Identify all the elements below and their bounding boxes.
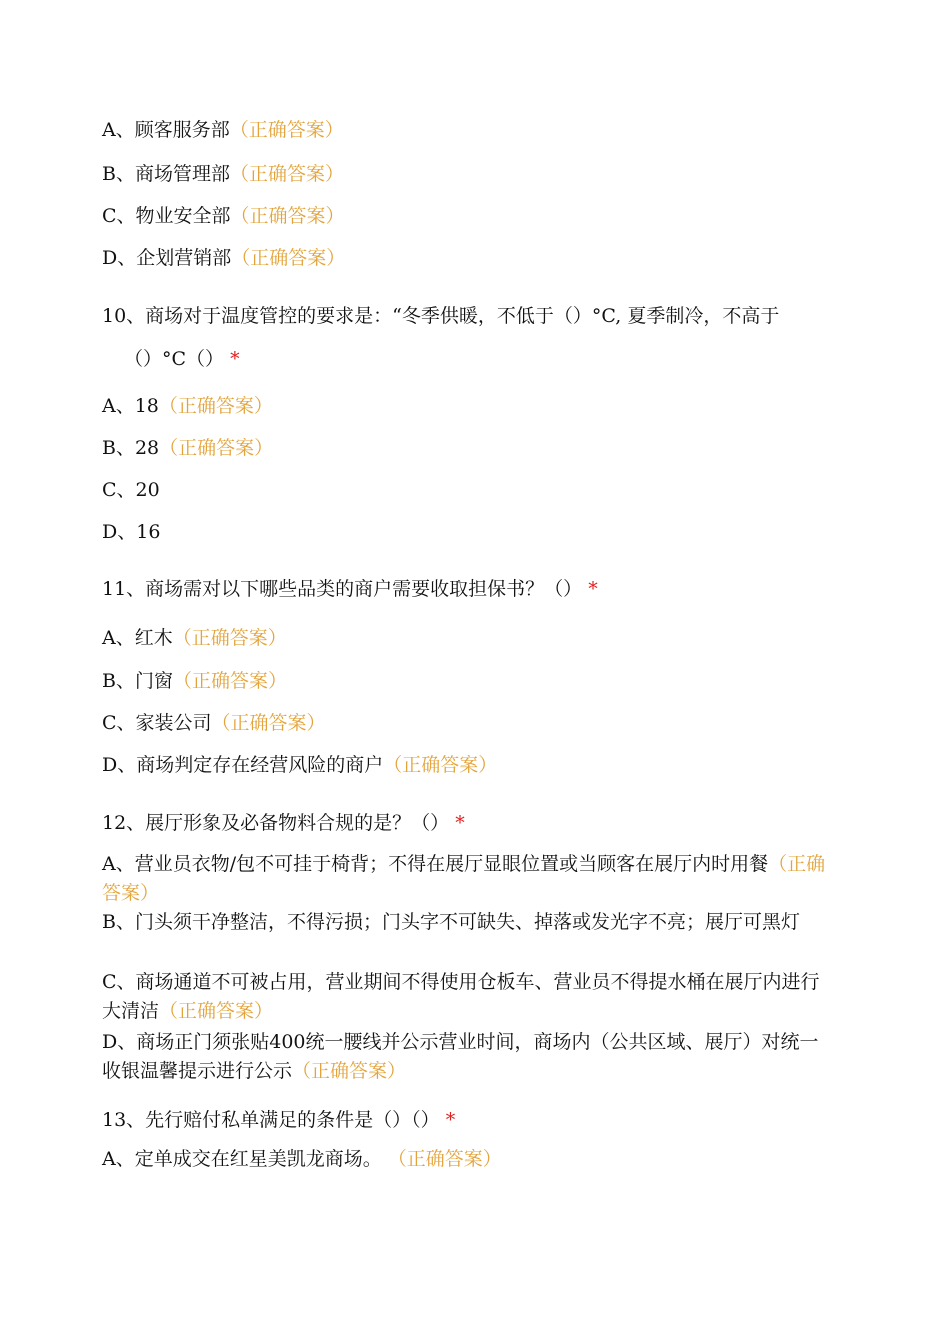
correct-answer-tag: （正确答案） bbox=[292, 1060, 407, 1082]
correct-answer-tag: （正确答案） bbox=[159, 437, 274, 459]
correct-answer-tag: （正确答案） bbox=[383, 754, 498, 776]
q12-title: 12、展厅形象及必备物料合规的是？（） * bbox=[102, 812, 465, 834]
q9-option-d: D、企划营销部（正确答案） bbox=[102, 247, 346, 269]
correct-answer-tag: （正确答案） bbox=[172, 627, 287, 649]
q9-option-a: A、顾客服务部（正确答案） bbox=[102, 119, 344, 141]
correct-answer-tag: （正确答案） bbox=[102, 853, 826, 904]
q11-option-b: B、门窗（正确答案） bbox=[102, 670, 287, 692]
q9-option-b: B、商场管理部（正确答案） bbox=[102, 163, 344, 185]
q11-option-c: C、家装公司（正确答案） bbox=[102, 712, 326, 734]
correct-answer-tag: （正确答案） bbox=[387, 1148, 502, 1170]
required-mark: * bbox=[588, 578, 598, 600]
required-mark: * bbox=[230, 348, 240, 370]
q11-title: 11、商场需对以下哪些品类的商户需要收取担保书？（） * bbox=[102, 578, 598, 600]
q10-title-line1: 10、商场对于温度管控的要求是：“冬季供暖，不低于（）°C, 夏季制冷，不高于 bbox=[102, 305, 780, 327]
correct-answer-tag: （正确答案） bbox=[229, 163, 344, 185]
q12-option-d: D、商场正门须张贴400统一腰线并公示营业时间，商场内（公共区域、展厅）对统一收银温馨提示进行公示（正确答案） bbox=[102, 1031, 819, 1082]
q12-option-b: B、门头须干净整洁，不得污损；门头字不可缺失、掉落或发光字不亮；展厅可黑灯 bbox=[102, 911, 800, 933]
q13-option-a: A、定单成交在红星美凯龙商场。 （正确答案） bbox=[102, 1148, 502, 1170]
correct-answer-tag: （正确答案） bbox=[231, 247, 346, 269]
correct-answer-tag: （正确答案） bbox=[159, 1000, 274, 1022]
correct-answer-tag: （正确答案） bbox=[211, 712, 326, 734]
q12-option-a: A、营业员衣物/包不可挂于椅背；不得在展厅显眼位置或当顾客在展厅内时用餐（正确答案） bbox=[102, 853, 826, 904]
q9-option-c: C、物业安全部（正确答案） bbox=[102, 205, 345, 227]
q10-option-b: B、28（正确答案） bbox=[102, 437, 274, 459]
correct-answer-tag: （正确答案） bbox=[230, 205, 345, 227]
correct-answer-tag: （正确答案） bbox=[158, 395, 273, 417]
q10-option-c: C、20 bbox=[102, 479, 160, 501]
q10-option-a: A、18（正确答案） bbox=[102, 395, 273, 417]
q11-option-d: D、商场判定存在经营风险的商户（正确答案） bbox=[102, 754, 498, 776]
q12-option-c: C、商场通道不可被占用，营业期间不得使用仓板车、营业员不得提水桶在展厅内进行大清洁（正确答案） bbox=[102, 971, 820, 1022]
q10-title-line2: （）°C（） * bbox=[124, 348, 240, 370]
required-mark: * bbox=[455, 812, 465, 834]
q13-title: 13、先行赔付私单满足的条件是（）（） * bbox=[102, 1109, 456, 1131]
required-mark: * bbox=[445, 1109, 456, 1131]
q11-option-a: A、红木（正确答案） bbox=[102, 627, 287, 649]
correct-answer-tag: （正确答案） bbox=[229, 119, 344, 141]
q10-option-d: D、16 bbox=[102, 521, 161, 543]
correct-answer-tag: （正确答案） bbox=[172, 670, 287, 692]
